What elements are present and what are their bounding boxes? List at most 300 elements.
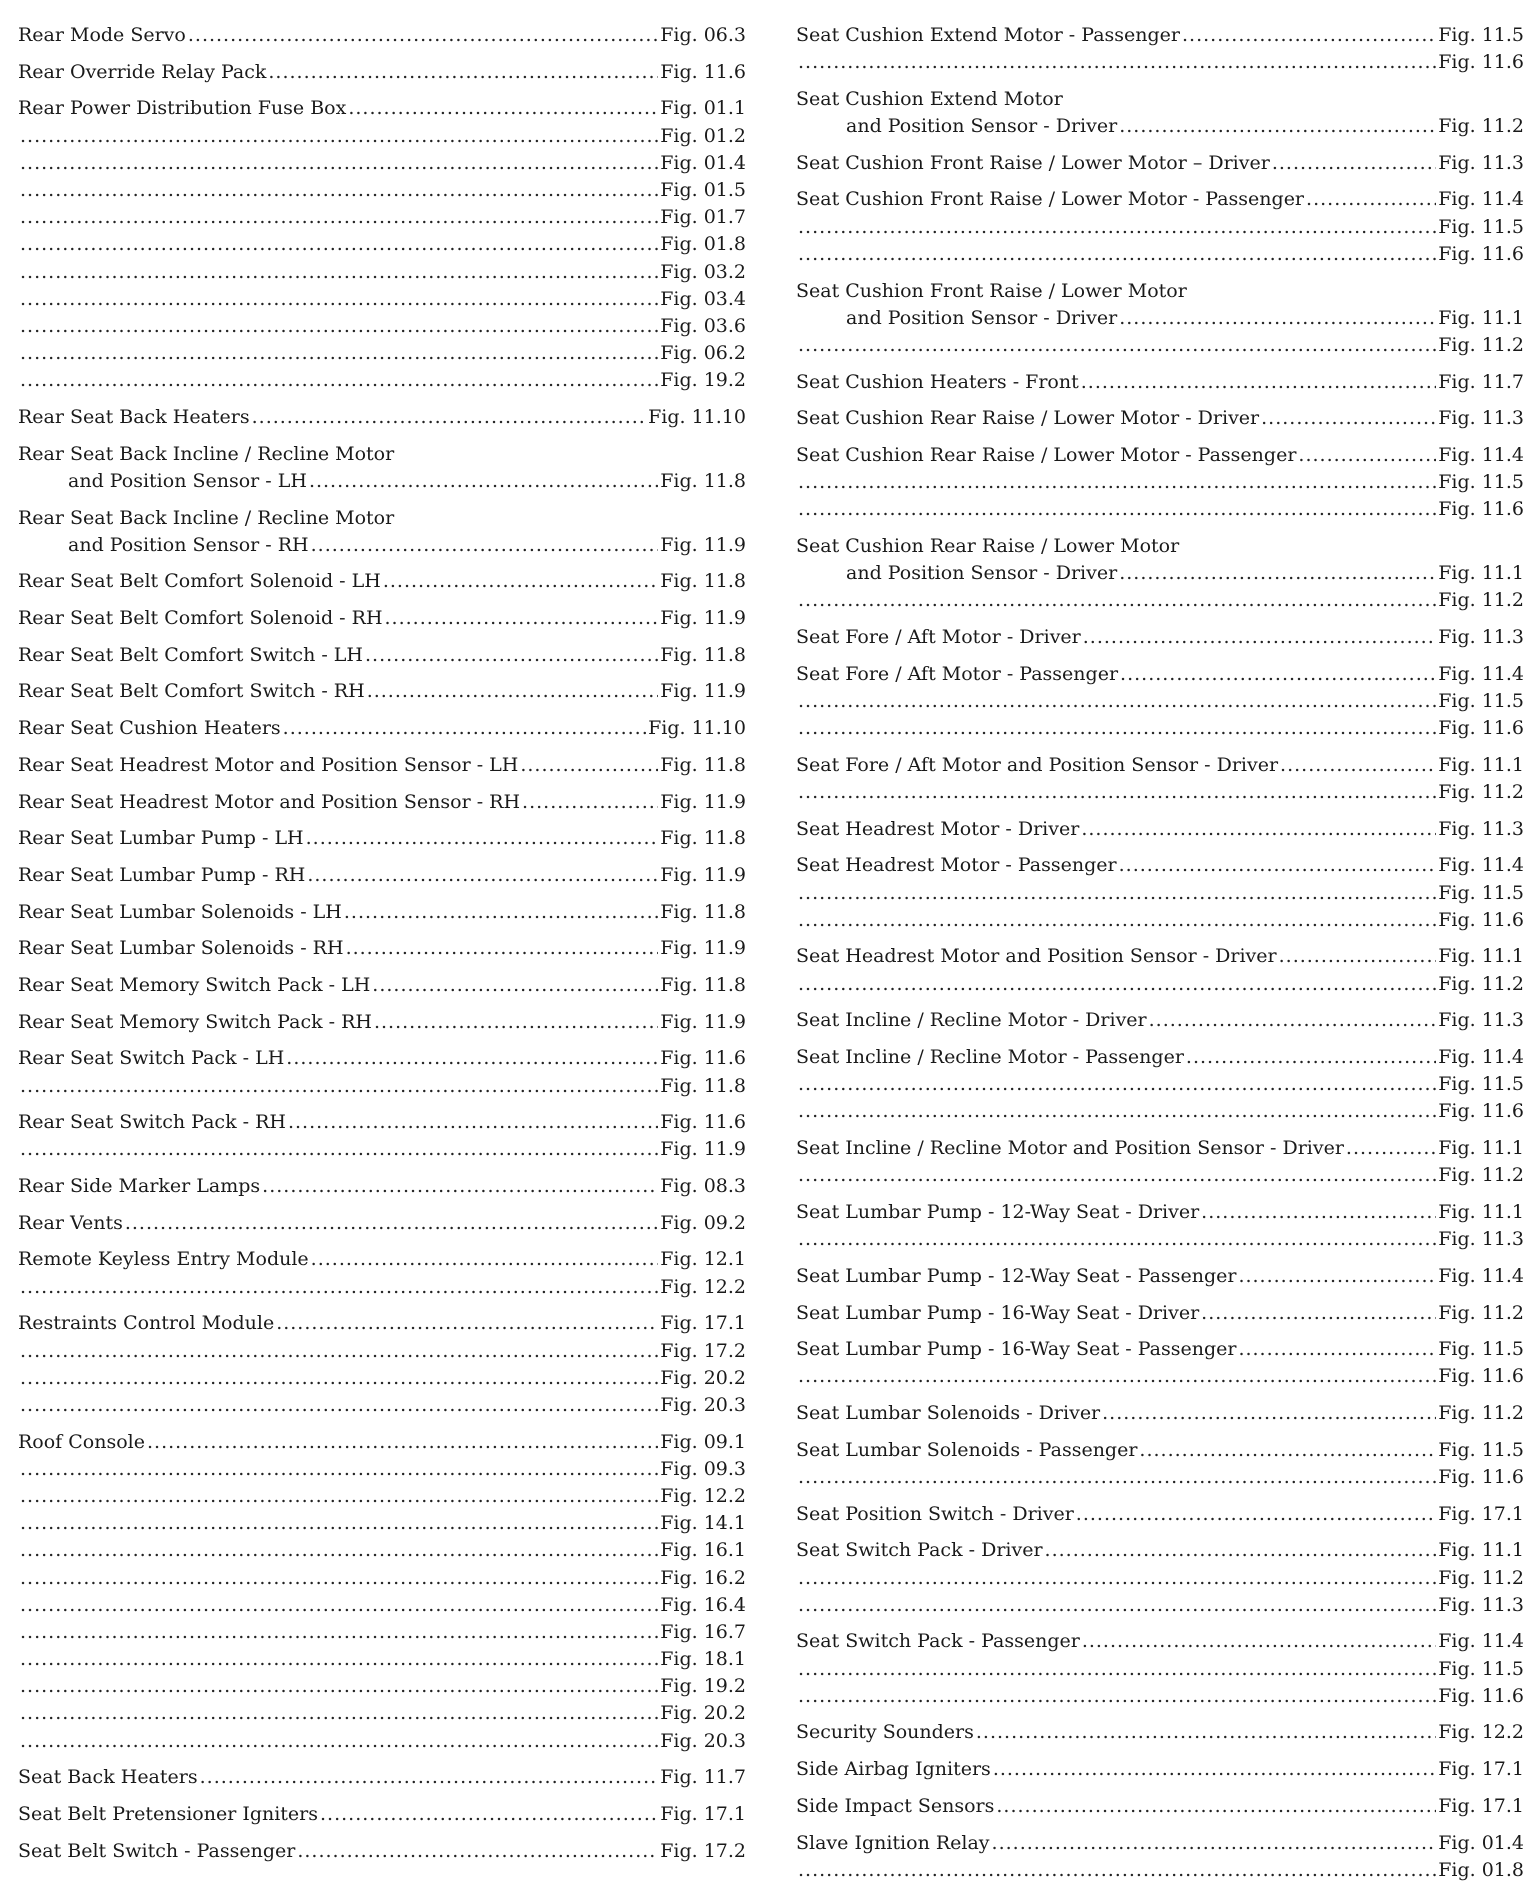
index-entry <box>796 661 1524 743</box>
index-entry <box>18 825 746 852</box>
figure-reference[interactable]: Fig. 17.1 <box>1438 1794 1524 1817</box>
figure-reference[interactable]: Fig. 11.1 <box>1438 1137 1524 1160</box>
entry-main-line <box>796 1537 1524 1564</box>
dot-leader <box>1306 186 1436 213</box>
index-entry <box>18 605 746 632</box>
entry-continuation-line <box>18 259 746 286</box>
figure-reference[interactable]: Fig. 11.3 <box>1438 817 1524 840</box>
figure-reference[interactable]: Fig. 11.7 <box>1438 370 1524 393</box>
entry-heading: Seat Cushion Front Raise / Lower Motor <box>796 279 1187 302</box>
dot-leader <box>383 568 658 595</box>
entry-continuation-line <box>18 150 746 177</box>
figure-reference[interactable]: Fig. 16.1 <box>660 1539 746 1562</box>
dot-leader <box>306 825 659 852</box>
entry-continuation-line <box>18 1338 746 1365</box>
entry-name: and Position Sensor - RH <box>68 533 309 556</box>
entry-continuation-line <box>18 313 746 340</box>
entry-continuation-line <box>18 1565 746 1592</box>
entry-main-line <box>796 1719 1524 1746</box>
figure-reference[interactable]: Fig. 06.3 <box>660 24 746 46</box>
dot-leader <box>798 1592 1436 1619</box>
entry-main-line <box>18 1838 746 1865</box>
figure-reference[interactable]: Fig. 11.4 <box>1438 662 1524 685</box>
entry-name: Seat Headrest Motor - Passenger <box>796 854 1117 877</box>
figure-reference[interactable]: Fig. 19.2 <box>660 1675 746 1698</box>
dot-leader <box>20 1274 658 1301</box>
dot-leader <box>20 204 658 231</box>
entry-main-line <box>18 752 746 779</box>
entry-continuation-line <box>796 1363 1524 1390</box>
figure-reference[interactable]: Fig. 09.1 <box>660 1430 746 1453</box>
figure-reference[interactable]: Fig. 11.1 <box>1438 306 1524 329</box>
figure-reference[interactable]: Fig. 11.9 <box>660 1010 746 1033</box>
dot-leader <box>1279 943 1437 970</box>
dot-leader <box>20 1483 658 1510</box>
figure-reference[interactable]: Fig. 11.1 <box>1438 562 1524 585</box>
figure-reference[interactable]: Fig. 17.1 <box>1438 1758 1524 1781</box>
figure-reference[interactable]: Fig. 11.2 <box>1438 1566 1524 1589</box>
figure-reference[interactable]: Fig. 11.3 <box>1438 1593 1524 1616</box>
figure-reference[interactable]: Fig. 18.1 <box>660 1648 746 1671</box>
figure-reference[interactable]: Fig. 16.7 <box>660 1620 746 1643</box>
figure-reference[interactable]: Fig. 11.2 <box>1438 589 1524 612</box>
figure-reference[interactable]: Fig. 11.6 <box>660 60 746 83</box>
figure-reference[interactable]: Fig. 11.2 <box>1438 1402 1524 1425</box>
entry-heading: Seat Cushion Extend Motor <box>796 87 1063 110</box>
entry-continuation-line <box>18 1537 746 1564</box>
entry-name: Seat Cushion Extend Motor - Passenger <box>796 24 1180 46</box>
entry-continuation-line <box>18 1673 746 1700</box>
figure-reference[interactable]: Fig. 11.5 <box>1438 215 1524 238</box>
dot-leader <box>520 752 658 779</box>
index-entry <box>18 1045 746 1099</box>
figure-reference[interactable]: Fig. 01.7 <box>660 206 746 229</box>
figure-reference[interactable]: Fig. 08.3 <box>660 1175 746 1198</box>
entry-main-line <box>18 1009 746 1036</box>
entry-name: Seat Headrest Motor - Driver <box>796 817 1080 840</box>
dot-leader <box>20 1338 658 1365</box>
figure-reference[interactable]: Fig. 11.3 <box>1438 1228 1524 1251</box>
figure-reference[interactable]: Fig. 11.5 <box>1438 1438 1524 1461</box>
entry-main-line <box>796 1756 1524 1783</box>
dot-leader <box>311 1246 659 1273</box>
entry-name: Seat Belt Pretensioner Igniters <box>18 1803 319 1825</box>
figure-reference[interactable]: Fig. 11.4 <box>1438 854 1524 877</box>
entry-name: Rear Power Distribution Fuse Box <box>18 97 347 120</box>
index-entry <box>18 899 746 926</box>
dot-leader <box>798 1683 1436 1710</box>
dot-leader <box>798 1098 1436 1125</box>
figure-reference[interactable]: Fig. 11.2 <box>1438 333 1524 356</box>
dot-leader <box>1182 22 1436 49</box>
entry-continuation-line <box>796 1226 1524 1253</box>
dot-leader <box>1346 1135 1436 1162</box>
figure-reference[interactable]: Fig. 01.5 <box>660 178 746 201</box>
entry-continuation-line <box>796 241 1524 268</box>
figure-reference[interactable]: Fig. 11.6 <box>660 1111 746 1134</box>
figure-reference[interactable]: Fig. 11.6 <box>1438 498 1524 521</box>
figure-reference[interactable]: Fig. 11.6 <box>1438 242 1524 265</box>
entry-main-line <box>796 1300 1524 1327</box>
entry-name: Seat Headrest Motor and Position Sensor - Driver <box>796 945 1277 968</box>
figure-reference[interactable]: Fig. 11.5 <box>1438 1073 1524 1096</box>
entry-main-line <box>18 468 746 495</box>
entry-name: Seat Incline / Recline Motor - Driver <box>796 1009 1147 1032</box>
entry-main-line <box>18 1429 746 1456</box>
figure-reference[interactable]: Fig. 11.8 <box>660 570 746 593</box>
figure-reference[interactable]: Fig. 03.2 <box>660 260 746 283</box>
dot-leader <box>348 95 658 122</box>
figure-reference[interactable]: Fig. 11.5 <box>1438 689 1524 712</box>
figure-reference[interactable]: Fig. 01.2 <box>660 124 746 147</box>
figure-reference[interactable]: Fig. 11.4 <box>1438 188 1524 211</box>
figure-reference[interactable]: Fig. 06.2 <box>660 342 746 365</box>
entry-continuation-line <box>796 1857 1524 1884</box>
entry-name: Seat Lumbar Solenoids - Passenger <box>796 1438 1138 1461</box>
index-entry <box>18 568 746 595</box>
dot-leader <box>1238 1336 1436 1363</box>
dot-leader <box>288 1109 658 1136</box>
figure-reference[interactable]: Fig. 11.9 <box>660 680 746 703</box>
figure-reference[interactable]: Fig. 11.3 <box>1438 1009 1524 1032</box>
entry-main-line <box>18 22 746 49</box>
figure-reference[interactable]: Fig. 11.9 <box>660 533 746 556</box>
figure-reference[interactable]: Fig. 11.9 <box>660 937 746 960</box>
entry-name: Seat Lumbar Pump - 16-Way Seat - Driver <box>796 1301 1200 1324</box>
dot-leader <box>20 367 658 394</box>
index-entry <box>796 405 1524 432</box>
dot-leader <box>1201 1199 1436 1226</box>
figure-reference[interactable]: Fig. 11.5 <box>1438 1657 1524 1680</box>
entry-name: Rear Seat Belt Comfort Switch - RH <box>18 680 365 703</box>
dot-leader <box>798 469 1436 496</box>
dot-leader <box>20 1136 658 1163</box>
dot-leader <box>1119 560 1436 587</box>
index-entry <box>796 1300 1524 1327</box>
entry-main-line <box>796 1007 1524 1034</box>
entry-main-line <box>18 532 746 559</box>
figure-reference[interactable]: Fig. 11.8 <box>660 827 746 850</box>
index-entry <box>796 86 1524 140</box>
entry-name: Security Sounders <box>796 1721 974 1744</box>
figure-reference[interactable]: Fig. 01.1 <box>660 97 746 120</box>
entry-main-line <box>796 305 1524 332</box>
figure-reference[interactable]: Fig. 11.3 <box>1438 626 1524 649</box>
entry-main-line <box>18 935 746 962</box>
entry-name: Seat Fore / Aft Motor and Position Sensor - Driver <box>796 753 1279 776</box>
figure-reference[interactable]: Fig. 20.2 <box>660 1702 746 1725</box>
entry-main-line <box>796 1628 1524 1655</box>
entry-continuation-line <box>18 1646 746 1673</box>
figure-reference[interactable]: Fig. 17.1 <box>660 1803 746 1825</box>
entry-continuation-line <box>796 1071 1524 1098</box>
dot-leader <box>20 1592 658 1619</box>
figure-reference[interactable]: Fig. 11.2 <box>1438 115 1524 138</box>
dot-leader <box>798 1071 1436 1098</box>
index-entry <box>796 150 1524 177</box>
dot-leader <box>385 605 659 632</box>
entry-main-line <box>796 1135 1524 1162</box>
figure-reference[interactable]: Fig. 11.6 <box>1438 51 1524 74</box>
entry-name: Rear Seat Lumbar Solenoids - RH <box>18 937 344 960</box>
figure-reference[interactable]: Fig. 11.5 <box>1438 471 1524 494</box>
index-column-left <box>18 22 746 1874</box>
figure-reference[interactable]: Fig. 11.3 <box>1438 407 1524 430</box>
entry-main-line <box>796 1044 1524 1071</box>
dot-leader <box>346 935 659 962</box>
dot-leader <box>798 1363 1436 1390</box>
entry-name: Seat Cushion Front Raise / Lower Motor - Passenger <box>796 188 1305 211</box>
entry-main-line <box>18 1246 746 1273</box>
entry-continuation-line <box>796 715 1524 742</box>
entry-main-line <box>18 862 746 889</box>
entry-continuation-line <box>796 1565 1524 1592</box>
figure-reference[interactable]: Fig. 11.2 <box>1438 972 1524 995</box>
entry-heading: Rear Seat Back Incline / Recline Motor <box>18 442 395 465</box>
dot-leader <box>200 1764 659 1791</box>
figure-reference[interactable]: Fig. 20.3 <box>660 1393 746 1416</box>
figure-reference[interactable]: Fig. 11.3 <box>1438 151 1524 174</box>
dot-leader <box>297 1838 658 1865</box>
dot-leader <box>798 688 1436 715</box>
index-entry <box>796 369 1524 396</box>
figure-reference[interactable]: Fig. 11.8 <box>660 469 746 492</box>
entry-name: Seat Incline / Recline Motor and Position Sensor - Driver <box>796 1137 1344 1160</box>
dot-leader <box>1238 1263 1436 1290</box>
dot-leader <box>372 972 658 999</box>
figure-reference[interactable]: Fig. 11.2 <box>1438 781 1524 803</box>
figure-reference[interactable]: Fig. 16.4 <box>660 1593 746 1616</box>
index-entry <box>18 715 746 742</box>
figure-reference[interactable]: Fig. 11.1 <box>1438 945 1524 968</box>
figure-reference[interactable]: Fig. 17.2 <box>660 1339 746 1362</box>
dot-leader <box>798 587 1436 614</box>
dot-leader <box>993 1756 1436 1783</box>
figure-reference[interactable]: Fig. 20.3 <box>660 1729 746 1752</box>
entry-heading: Seat Cushion Rear Raise / Lower Motor <box>796 535 1180 557</box>
figure-reference[interactable]: Fig. 11.4 <box>1438 1046 1524 1068</box>
figure-reference[interactable]: Fig. 11.1 <box>1438 753 1524 776</box>
entry-name: Rear Mode Servo <box>18 24 186 46</box>
entry-main-line <box>796 1199 1524 1226</box>
entry-continuation-line <box>18 1274 746 1301</box>
entry-continuation-line <box>18 1728 746 1755</box>
index-entry <box>18 678 746 705</box>
figure-reference[interactable]: Fig. 11.4 <box>1438 1264 1524 1287</box>
entry-name: Seat Incline / Recline Motor - Passenger <box>796 1046 1184 1068</box>
entry-continuation-line <box>796 1098 1524 1125</box>
index-entry <box>18 1210 746 1237</box>
figure-reference[interactable]: Fig. 12.2 <box>660 1275 746 1298</box>
index-entry <box>18 642 746 669</box>
index-entry <box>796 1199 1524 1253</box>
entry-continuation-line <box>18 1365 746 1392</box>
entry-main-line <box>18 1109 746 1136</box>
index-entry <box>796 278 1524 360</box>
figure-reference[interactable]: Fig. 11.6 <box>1438 1365 1524 1388</box>
index-entry <box>18 935 746 962</box>
dot-leader <box>992 1830 1437 1857</box>
entry-name: Seat Cushion Front Raise / Lower Motor – Driver <box>796 151 1270 174</box>
figure-reference[interactable]: Fig. 19.2 <box>660 369 746 392</box>
entry-name: Rear Seat Switch Pack - LH <box>18 1047 285 1070</box>
figure-reference[interactable]: Fig. 11.1 <box>1438 1539 1524 1562</box>
figure-reference[interactable]: Fig. 17.1 <box>1438 1502 1524 1525</box>
figure-reference[interactable]: Fig. 11.6 <box>1438 1684 1524 1707</box>
figure-reference[interactable]: Fig. 11.4 <box>1438 443 1524 466</box>
figure-reference[interactable]: Fig. 12.2 <box>660 1484 746 1507</box>
figure-reference[interactable]: Fig. 11.6 <box>1438 1465 1524 1488</box>
dot-leader <box>20 150 658 177</box>
entry-continuation-line <box>796 1656 1524 1683</box>
entry-main-line <box>18 605 746 632</box>
index-entry <box>796 1437 1524 1491</box>
figure-reference[interactable]: Fig. 01.4 <box>1438 1831 1524 1854</box>
figure-reference[interactable]: Fig. 11.6 <box>1438 908 1524 931</box>
entry-heading: Rear Seat Back Incline / Recline Motor <box>18 506 395 529</box>
figure-reference[interactable]: Fig. 14.1 <box>660 1512 746 1535</box>
index-entry <box>18 1173 746 1200</box>
figure-reference[interactable]: Fig. 12.1 <box>660 1248 746 1271</box>
figure-reference[interactable]: Fig. 11.5 <box>1438 1338 1524 1361</box>
dot-leader <box>20 1510 658 1537</box>
figure-reference[interactable]: Fig. 11.2 <box>1438 1301 1524 1324</box>
index-entry <box>796 1628 1524 1710</box>
entry-continuation-line <box>796 1464 1524 1491</box>
figure-reference[interactable]: Fig. 11.9 <box>660 1138 746 1161</box>
figure-reference[interactable]: Fig. 11.8 <box>660 643 746 666</box>
entry-name: Seat Fore / Aft Motor - Passenger <box>796 662 1119 685</box>
entry-main-line <box>18 789 746 816</box>
index-entry <box>18 1109 746 1163</box>
entry-name: Rear Seat Back Heaters <box>18 405 250 428</box>
entry-main-line <box>796 852 1524 879</box>
index-entry <box>796 1537 1524 1619</box>
figure-reference[interactable]: Fig. 11.9 <box>660 863 746 886</box>
entry-name: Rear Seat Lumbar Pump - RH <box>18 863 306 886</box>
entry-name: Slave Ignition Relay <box>796 1831 990 1854</box>
entry-name: Restraints Control Module <box>18 1312 275 1335</box>
entry-name: Seat Switch Pack - Passenger <box>796 1630 1080 1653</box>
dot-leader <box>20 1728 658 1755</box>
figure-reference[interactable]: Fig. 11.8 <box>660 1074 746 1097</box>
figure-reference[interactable]: Fig. 12.2 <box>1438 1721 1524 1744</box>
entry-name: Seat Position Switch - Driver <box>796 1502 1074 1525</box>
figure-reference[interactable]: Fig. 16.2 <box>660 1566 746 1589</box>
entry-name: Rear Seat Memory Switch Pack - RH <box>18 1010 372 1033</box>
entry-name: Rear Seat Belt Comfort Switch - LH <box>18 643 363 666</box>
entry-main-line <box>796 150 1524 177</box>
dot-leader <box>1201 1300 1436 1327</box>
figure-reference[interactable]: Fig. 11.5 <box>1438 24 1524 46</box>
dot-leader <box>1082 1628 1436 1655</box>
entry-main-line <box>18 568 746 595</box>
index-entry <box>18 752 746 779</box>
index-entry <box>18 59 746 86</box>
dot-leader <box>309 468 658 495</box>
entry-name: Rear Vents <box>18 1211 123 1234</box>
dot-leader <box>798 1565 1436 1592</box>
figure-reference[interactable]: Fig. 09.3 <box>660 1457 746 1480</box>
figure-reference[interactable]: Fig. 11.2 <box>1438 1164 1524 1187</box>
figure-reference[interactable]: Fig. 11.5 <box>1438 881 1524 904</box>
figure-reference[interactable]: Fig. 03.6 <box>660 314 746 337</box>
entry-main-line <box>18 59 746 86</box>
dot-leader <box>1280 752 1436 779</box>
entry-continuation-line <box>18 1136 746 1163</box>
entry-continuation-line <box>18 1510 746 1537</box>
dot-leader <box>798 715 1436 742</box>
entry-name: Remote Keyless Entry Module <box>18 1248 309 1271</box>
entry-continuation-line <box>796 907 1524 934</box>
entry-continuation-line <box>796 49 1524 76</box>
dot-leader <box>798 214 1436 241</box>
figure-reference[interactable]: Fig. 11.10 <box>648 717 746 740</box>
figure-reference[interactable]: Fig. 11.9 <box>660 607 746 630</box>
entry-name: Seat Cushion Rear Raise / Lower Motor - Passenger <box>796 443 1297 466</box>
entry-name: Rear Seat Switch Pack - RH <box>18 1111 286 1134</box>
entry-main-line <box>796 661 1524 688</box>
figure-reference[interactable]: Fig. 20.2 <box>660 1366 746 1389</box>
entry-main-line <box>18 1173 746 1200</box>
figure-reference[interactable]: Fig. 01.8 <box>1438 1858 1524 1881</box>
dot-leader <box>268 59 658 86</box>
figure-reference[interactable]: Fig. 01.4 <box>660 151 746 174</box>
figure-reference[interactable]: Fig. 11.6 <box>1438 1100 1524 1123</box>
figure-reference[interactable]: Fig. 11.8 <box>660 973 746 996</box>
dot-leader <box>522 789 658 816</box>
entry-name: Seat Cushion Rear Raise / Lower Motor - Driver <box>796 407 1260 430</box>
figure-reference[interactable]: Fig. 11.9 <box>660 790 746 813</box>
figure-reference[interactable]: Fig. 11.8 <box>660 753 746 776</box>
figure-reference[interactable]: Fig. 11.8 <box>660 900 746 923</box>
entry-main-line <box>796 1501 1524 1528</box>
figure-reference[interactable]: Fig. 17.1 <box>660 1312 746 1335</box>
dot-leader <box>20 1646 658 1673</box>
dot-leader <box>996 1793 1436 1820</box>
figure-reference[interactable]: Fig. 11.6 <box>1438 717 1524 740</box>
index-entry <box>796 186 1524 268</box>
dot-leader <box>307 862 658 889</box>
figure-reference[interactable]: Fig. 17.2 <box>660 1839 746 1862</box>
figure-reference[interactable]: Fig. 11.10 <box>648 405 746 428</box>
entry-main-line <box>796 405 1524 432</box>
entry-continuation-line <box>796 880 1524 907</box>
dot-leader <box>20 1565 658 1592</box>
index-entry <box>796 816 1524 843</box>
entry-name: and Position Sensor - Driver <box>846 115 1118 138</box>
figure-reference[interactable]: Fig. 01.8 <box>660 233 746 256</box>
dot-leader <box>798 496 1436 523</box>
entry-main-line <box>18 95 746 122</box>
entry-main-line <box>18 1764 746 1791</box>
figure-reference[interactable]: Fig. 09.2 <box>660 1211 746 1234</box>
entry-continuation-line <box>18 1073 746 1100</box>
index-entry <box>796 1793 1524 1820</box>
dot-leader <box>365 642 658 669</box>
figure-reference[interactable]: Fig. 11.4 <box>1438 1630 1524 1653</box>
index-entry <box>18 972 746 999</box>
figure-reference[interactable]: Fig. 11.6 <box>660 1047 746 1070</box>
figure-reference[interactable]: Fig. 11.1 <box>1438 1200 1524 1223</box>
figure-reference[interactable]: Fig. 03.4 <box>660 287 746 310</box>
dot-leader <box>20 1392 658 1419</box>
dot-leader <box>1081 816 1436 843</box>
figure-reference[interactable]: Fig. 11.7 <box>660 1766 746 1789</box>
dot-leader <box>367 678 659 705</box>
index-column-right <box>796 22 1524 1893</box>
entry-name: and Position Sensor - Driver <box>846 306 1118 329</box>
